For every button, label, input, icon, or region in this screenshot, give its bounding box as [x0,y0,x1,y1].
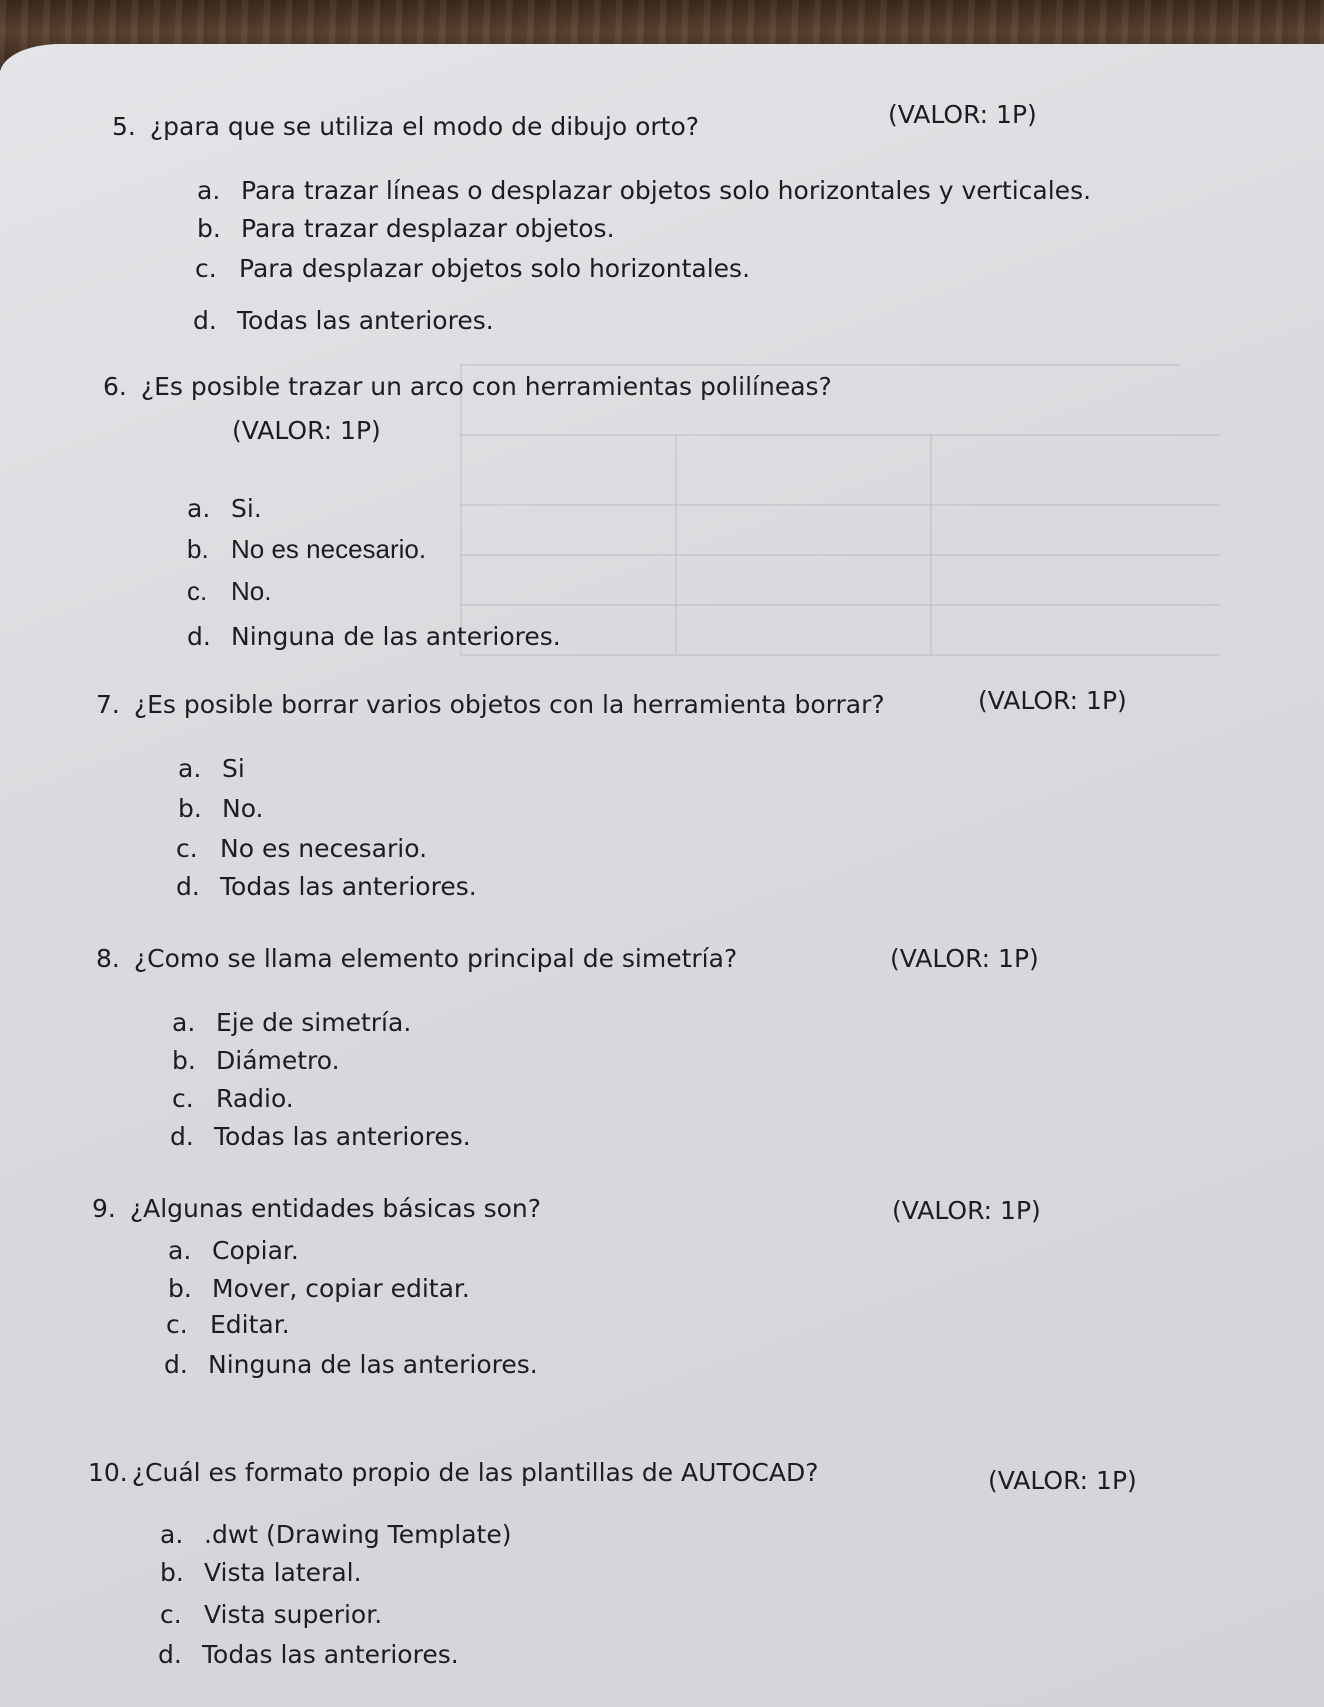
question-text: ¿Algunas entidades básicas son? [129,1194,542,1223]
option-text: Editar. [210,1310,290,1339]
option-letter: c. [166,1310,188,1339]
question-text: ¿Es posible trazar un arco con herramientas polilíneas? [140,372,832,401]
question-10-title [88,1458,818,1487]
option-letter: b. [172,1046,196,1075]
question-9-option-b [168,1274,470,1303]
question-9 [92,1194,541,1223]
question-6-title [103,372,832,401]
option-letter: a. [178,754,202,783]
question-5-title [112,112,699,141]
option-text: Vista lateral. [204,1558,362,1587]
question-text: ¿Es posible borrar varios objetos con la herramienta borrar? [133,690,885,719]
option-text: Para trazar desplazar objetos. [241,214,615,243]
option-letter: a. [168,1236,192,1265]
question-9-option-d [164,1350,538,1379]
question-text: ¿Cuál es formato propio de las plantillas de AUTOCAD? [131,1458,819,1487]
option-letter: b. [197,214,221,243]
option-letter: b. [187,534,209,564]
question-5-option-b [197,214,615,243]
option-text: No es necesario. [220,834,428,863]
question-7 [96,690,885,719]
question-9-valor: (VALOR: 1P) [892,1196,1041,1225]
question-7-option-a [178,754,245,783]
bleed-through-line [460,554,1220,556]
option-letter: a. [197,176,221,205]
bleed-through-line [460,364,1180,366]
option-letter: d. [170,1122,194,1151]
option-letter: c. [160,1600,182,1629]
option-text: .dwt (Drawing Template) [204,1520,512,1549]
question-number: 8. [96,944,120,973]
option-letter: b. [168,1274,192,1303]
question-text: ¿Como se llama elemento principal de simetría? [133,944,738,973]
bleed-through-line [930,434,932,654]
bleed-through-line [460,434,1220,436]
option-letter: a. [172,1008,196,1037]
option-text: Diámetro. [216,1046,340,1075]
question-number: 5. [112,112,136,141]
option-text: No. [222,794,264,823]
question-number: 7. [96,690,120,719]
question-6-option-c [187,576,271,607]
option-text: No. [231,576,272,606]
option-text: Copiar. [212,1236,299,1265]
option-letter: d. [164,1350,188,1379]
option-text: Ninguna de las anteriores. [208,1350,538,1379]
option-text: Mover, copiar editar. [212,1274,470,1303]
question-10-option-b [160,1558,362,1587]
option-letter: d. [193,306,217,335]
option-letter: a. [187,494,211,523]
option-text: No es necesario. [231,534,427,564]
bleed-through-line [460,504,1220,506]
option-text: Para desplazar objetos solo horizontales. [239,254,751,283]
option-text: Todas las anteriores. [214,1122,471,1151]
question-8-valor: (VALOR: 1P) [890,944,1039,973]
option-text: Eje de simetría. [216,1008,412,1037]
question-6 [103,372,832,401]
question-8-option-d [170,1122,471,1151]
question-7-option-b [178,794,264,823]
question-6-valor: (VALOR: 1P) [232,416,381,445]
option-letter: b. [160,1558,184,1587]
question-number: 10. [88,1458,128,1487]
bleed-through-line [460,604,1220,606]
question-number: 9. [92,1194,116,1223]
question-7-valor: (VALOR: 1P) [978,686,1127,715]
question-10 [88,1458,818,1487]
bleed-through-line [460,654,1220,656]
option-letter: c. [187,576,208,606]
question-5-option-c [195,254,750,283]
question-6-option-d [187,622,561,651]
exam-paper [0,44,1324,1707]
option-text: Ninguna de las anteriores. [231,622,561,651]
question-10-option-c [160,1600,382,1629]
option-text: Todas las anteriores. [202,1640,459,1669]
question-6-option-a [187,494,262,523]
question-7-option-c [176,834,427,863]
option-letter: d. [176,872,200,901]
question-8-title [96,944,737,973]
option-text: Vista superior. [204,1600,383,1629]
bleed-through-line [460,364,462,654]
option-letter: b. [178,794,202,823]
question-9-option-a [168,1236,299,1265]
option-letter: c. [172,1084,194,1113]
question-7-option-d [176,872,477,901]
question-7-title [96,690,885,719]
bleed-through-line [675,434,677,654]
option-letter: c. [195,254,217,283]
question-5-option-a [197,176,1091,205]
option-text: Si [222,754,245,783]
option-text: Radio. [216,1084,294,1113]
question-6-option-b [187,534,426,565]
option-letter: d. [187,622,211,651]
question-5-valor: (VALOR: 1P) [888,100,1037,129]
question-10-option-a [160,1520,512,1549]
option-text: Todas las anteriores. [220,872,477,901]
option-text: Para trazar líneas o desplazar objetos solo horizontales y verticales. [241,176,1092,205]
question-8 [96,944,737,973]
question-8-option-b [172,1046,340,1075]
question-10-valor: (VALOR: 1P) [988,1466,1137,1495]
question-number: 6. [103,372,127,401]
question-5-option-d [193,306,494,335]
question-9-option-c [166,1310,290,1339]
question-8-option-a [172,1008,411,1037]
question-5 [112,112,699,141]
question-10-option-d [158,1640,459,1669]
option-letter: c. [176,834,198,863]
question-8-option-c [172,1084,294,1113]
option-letter: d. [158,1640,182,1669]
option-text: Si. [231,494,262,523]
question-9-title [92,1194,541,1223]
question-text: ¿para que se utiliza el modo de dibujo orto? [149,112,700,141]
option-text: Todas las anteriores. [237,306,494,335]
option-letter: a. [160,1520,184,1549]
